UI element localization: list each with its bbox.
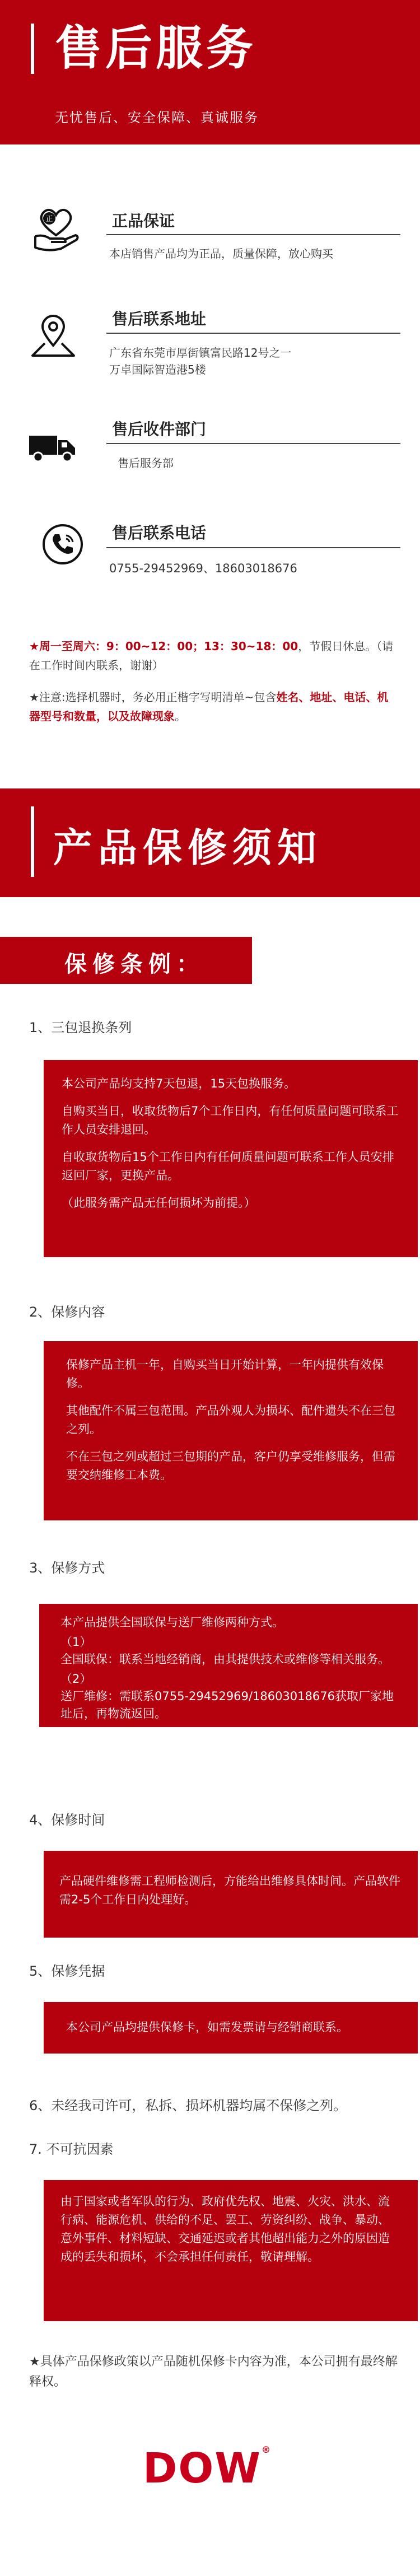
truck-icon <box>27 421 77 472</box>
header-accent-bar <box>31 24 34 74</box>
clause-heading: 2、保修内容 <box>29 1304 105 1320</box>
brand-logo-text: DOW <box>143 2444 262 2493</box>
map-pin-icon <box>28 311 78 361</box>
note-star: ★ <box>29 640 39 653</box>
section-text-address-line1: 广东省东莞市厚街镇富民路12号之一 <box>109 346 292 360</box>
clause-paragraph: 产品硬件维修需工程师检测后，方能给出维修具体时间。产品软件需2-5个工作日内处理好。 <box>59 1874 400 1906</box>
section-text-phone: 0755-29452969、18603018676 <box>109 562 297 575</box>
clause-heading: 1、三包退换条列 <box>29 1020 132 1035</box>
clause-box <box>44 1341 418 1520</box>
page-title: 售后服务 <box>55 21 257 76</box>
working-hours-rest: ，节假日休息。（请在工作时间内联系，谢谢） <box>29 640 394 672</box>
clause-box <box>44 2002 418 2054</box>
section-title-phone: 售后联系电话 <box>112 524 207 542</box>
phone-icon <box>40 522 85 567</box>
heart-hand-icon <box>31 202 81 252</box>
section-divider <box>106 234 400 235</box>
clause-box <box>44 2180 418 2321</box>
brand-logo-registered-mark: ® <box>261 2444 272 2455</box>
section-title-address: 售后联系地址 <box>112 310 207 328</box>
clause-paragraph: （1） 全国联保：联系当地经销商，由其提供技术或维修等相关服务。 <box>60 1635 390 1666</box>
clause-box <box>39 1604 418 1727</box>
clause-box <box>44 1851 418 1938</box>
section-title-department: 售后收件部门 <box>112 420 207 438</box>
clause-heading: 7. 不可抗因素 <box>29 2141 114 2157</box>
clause-paragraph: 保修产品主机一年，自购买当日开始计算，一年内提供有效保修。 <box>66 1358 384 1390</box>
section-text-genuine: 本店销售产品均为正品，质量保障，放心购买 <box>109 247 333 260</box>
return-required-fields: 姓名、地址、电话、机器型号和数量，以及故障现象 <box>29 690 389 723</box>
clause-paragraph: （2） 送厂维修：需联系0755-29452969/18603018676获取厂家地址后，再物流返回。 <box>60 1672 394 1720</box>
return-instructions-end: 。 <box>175 710 186 723</box>
clause-paragraph: 本公司产品均支持7天包退，15天包换服务。 <box>62 1077 296 1090</box>
clause-paragraph: 自购买当日，收取货物后7个工作日内，有任何质量问题可联系工作人员安排退回。 <box>62 1104 399 1136</box>
working-hours-note <box>29 637 398 675</box>
section-divider <box>106 333 400 334</box>
warranty-banner-accent-bar <box>31 806 34 877</box>
clause-paragraph: 由于国家或者军队的行为、政府优先权、地震、火灾、洪水、流行病、能源危机、供给的不足、罢工、劳资纠纷、战争、暴动、意外事件、材料短缺、交通延迟或者其他超出能力之外的原因造成的丢失和损坏，不会承担任何责任，敬请理解。 <box>60 2195 390 2264</box>
return-instructions-prefix: ★注意:选择机器时，务必用正楷字写明清单~包含 <box>29 690 277 704</box>
clause-box <box>44 1060 418 1257</box>
clause-heading: 4、保修时间 <box>29 1812 105 1828</box>
section-text-department: 售后服务部 <box>118 456 174 470</box>
heart-hand-icon-label: 正 <box>45 215 53 223</box>
clause-paragraph: 本公司产品均提供保修卡，如需发票请与经销商联系。 <box>66 2020 348 2034</box>
return-instructions-note <box>29 688 398 726</box>
clause-heading: 6、未经我司许可，私拆、损坏机器均属不保修之列。 <box>29 2098 347 2113</box>
final-note: ★具体产品保修政策以产品随机保修卡内容为准，本公司拥有最终解释权。 <box>29 2355 398 2389</box>
brand-logo <box>143 2444 272 2493</box>
section-divider <box>106 547 400 548</box>
clause-paragraph: 自收取货物后15个工作日内有任何质量问题可联系工作人员安排返回厂家，更换产品。 <box>62 1150 394 1182</box>
clause-heading: 3、保修方式 <box>29 1560 105 1576</box>
clause-heading: 5、保修凭据 <box>29 1963 105 1979</box>
section-title-genuine: 正品保证 <box>112 212 175 230</box>
page-subtitle: 无忧售后、安全保障、真诚服务 <box>55 110 259 125</box>
working-hours: 周一至周六：9：00~12：00；13：30~18：00 <box>39 640 298 653</box>
clause-paragraph: 其他配件不属三包范围。产品外观人为损坏、配件遗失不在三包之列。 <box>66 1404 395 1436</box>
warranty-banner-title: 产品保修须知 <box>53 825 322 871</box>
clause-paragraph: 不在三包之列或超过三包期的产品，客户仍享受维修服务，但需要交纳维修工本费。 <box>66 1450 395 1482</box>
section-divider <box>106 443 400 444</box>
warranty-terms-tab-label: 保修条例： <box>64 951 204 977</box>
clause-paragraph: 本产品提供全国联保与送厂维修两种方式。 <box>60 1616 284 1629</box>
section-text-address-line2: 万卓国际智造港5楼 <box>109 363 206 376</box>
clause-paragraph: （此服务需产品无任何损坏为前提。） <box>62 1196 256 1210</box>
